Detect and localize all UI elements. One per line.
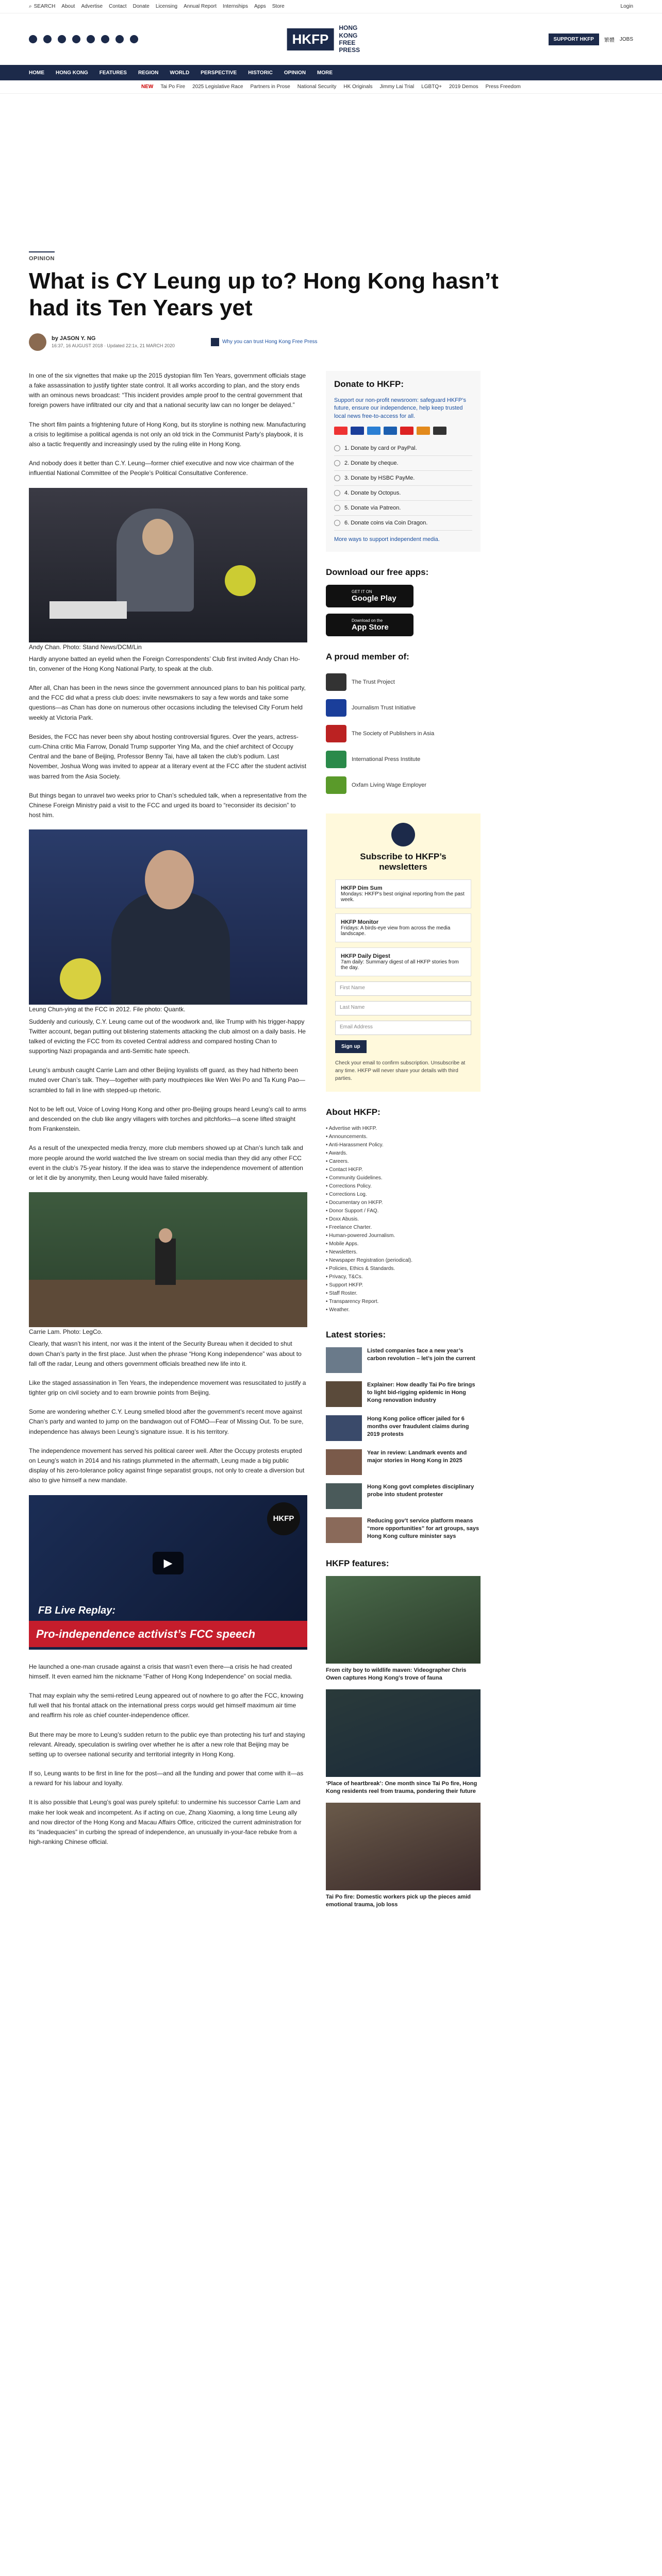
oxfam-icon — [326, 776, 346, 794]
donate-title: Donate to HKFP: — [334, 379, 404, 389]
site-header — [0, 13, 662, 65]
nav-perspective[interactable]: PERSPECTIVE — [201, 70, 237, 76]
topbar-link-annual-report[interactable]: Annual Report — [184, 4, 217, 9]
member-title: A proud member of: — [326, 652, 409, 662]
google-play-button[interactable]: GET IT ON Google Play — [326, 585, 413, 607]
trust-icon — [211, 338, 219, 346]
story-thumbnail — [326, 1483, 362, 1509]
amex-icon — [367, 427, 380, 435]
nav-features[interactable]: FEATURES — [99, 70, 127, 76]
about-link[interactable]: • Donor Support / FAQ. — [326, 1207, 481, 1215]
photo-caption: Andy Chan. Photo: Stand News/DCM/Lin — [29, 643, 142, 651]
article-body — [29, 371, 307, 1916]
radio-icon — [334, 520, 340, 526]
play-icon[interactable]: ▶ — [153, 1552, 184, 1574]
nav-world[interactable]: WORLD — [170, 70, 190, 76]
ticker-label: NEW — [141, 84, 154, 90]
first-name-field[interactable]: First Name — [335, 981, 471, 996]
member-logo[interactable]: Journalism Trust Initiative — [326, 695, 481, 721]
about-link[interactable]: • Privacy, T&Cs. — [326, 1273, 481, 1281]
about-link[interactable]: • Doxx Abusis. — [326, 1215, 481, 1224]
about-link[interactable]: • Newsletters. — [326, 1248, 481, 1257]
about-link[interactable]: • Policies, Ethics & Standards. — [326, 1265, 481, 1273]
category-label[interactable]: OPINION — [29, 251, 55, 262]
ticker-item[interactable]: HK Originals — [343, 84, 373, 90]
about-title: About HKFP: — [326, 1107, 380, 1117]
feature-item[interactable]: From city boy to wildlife maven: Videographer Chris Owen captures Hong Kong’s trove of fauna — [326, 1576, 481, 1682]
paragraph: The independence movement has served his political career well. After the Occupy protests erupted on Leung’s watch in 2014 and his ratings plummeted in the aftermath, Leung made a big public display of his zero-tolerance policy against fringe separatist groups, not only to create a diversion but also to give himself a new mandate. — [29, 1447, 305, 1484]
story-thumbnail — [326, 1517, 362, 1543]
patreon-icon — [433, 427, 446, 435]
main-nav — [0, 65, 662, 80]
newsletter-title: Subscribe to HKFP’s newsletters — [360, 852, 446, 872]
about-list — [326, 1125, 481, 1314]
photo-cy-leung — [29, 829, 307, 1005]
radio-icon — [334, 490, 340, 496]
paragraph: He launched a one-man crusade against a crisis that wasn’t even there—a crisis he had created himself. It even earned him the nickname “Father of Hong Kong Independence” on social media. — [29, 1663, 292, 1680]
about-link[interactable]: • Announcements. — [326, 1133, 481, 1141]
photo-caption: Leung Chun-ying at the FCC in 2012. File photo: Quantk. — [29, 1006, 186, 1013]
about-link[interactable]: • Careers. — [326, 1158, 481, 1166]
story-thumbnail — [326, 1449, 362, 1475]
nav-historic[interactable]: HISTORIC — [248, 70, 273, 76]
paragraph: Clearly, that wasn’t his intent, nor was it the intent of the Security Bureau when it decided to shut down Chan’s party in the first place. Just when the phrase “Hong Kong independence” was about to fall off the radar, Leung and others government officials breathed new life into it. — [29, 1340, 302, 1367]
email-field[interactable]: Email Address — [335, 1021, 471, 1035]
member-logo[interactable]: The Trust Project — [326, 669, 481, 695]
about-link[interactable]: • Newspaper Registration (periodical). — [326, 1257, 481, 1265]
donate-option[interactable]: 2. Donate by cheque. — [334, 456, 472, 471]
ticker-item[interactable]: Jimmy Lai Trial — [379, 84, 415, 90]
jobs-link[interactable]: JOBS — [619, 36, 633, 42]
paypal-icon — [384, 427, 397, 435]
paragraph: As a result of the unexpected media frenzy, more club members showed up at Chan’s lunch talk and more people around the world watched the live stream on social media than they did any other FCC event in the club’s 75-year history. If the idea was to starve the independence movement of attention or let it die by anonymity, then Leung would have failed miserably. — [29, 1144, 303, 1181]
topbar-link-apps[interactable]: Apps — [254, 4, 266, 9]
paragraph: Suddenly and curiously, C.Y. Leung came out of the woodwork and, like Trump with his trigger-happy Twitter account, began putting out blistering statements attacking the club almost on a daily basis. He talked of evicting the FCC from its coveted Central address and compared hosting Chan to supporting Nazi propaganda and anti-Semitic hate speech. — [29, 1018, 306, 1055]
trust-link[interactable]: Why you can trust Hong Kong Free Press — [211, 338, 318, 346]
about-link[interactable]: • Staff Roster. — [326, 1290, 481, 1298]
nav-region[interactable]: REGION — [138, 70, 159, 76]
paragraph: Not to be left out, Voice of Loving Hong Kong and other pro-Beijing groups heard Leung’s call to arms and descended on the club like angry villagers with torches and pitchforks—a scene lifted straight from Frankenstein. — [29, 1105, 307, 1133]
paragraph: Some are wondering whether C.Y. Leung smelled blood after the government’s recent move against Chan’s party and wanted to jump on the bandwagon out of FOMO—Fear of Missing Out. To be sure, independence has always been Leung’s signature issue. It is his territory. — [29, 1408, 304, 1435]
newsletter-option[interactable]: HKFP Monitor Fridays: A birds-eye view from across the media landscape. — [335, 913, 471, 942]
ticker-item[interactable]: LGBTQ+ — [421, 84, 442, 90]
topbar-link-about[interactable]: About — [61, 4, 75, 9]
topbar-link-store[interactable]: Store — [272, 4, 285, 9]
story-thumbnail — [326, 1347, 362, 1373]
topbar-link-advertise[interactable]: Advertise — [81, 4, 103, 9]
feature-item[interactable]: Tai Po fire: Domestic workers pick up the pieces amid emotional trauma, job loss — [326, 1803, 481, 1909]
feature-photo — [326, 1689, 481, 1777]
linkedin-icon[interactable] — [101, 35, 109, 43]
about-link[interactable]: • Anti-Harassment Policy. — [326, 1141, 481, 1149]
youtube-icon[interactable] — [72, 35, 80, 43]
about-link[interactable]: • Advertise with HKFP. — [326, 1125, 481, 1133]
about-link[interactable]: • Weather. — [326, 1306, 481, 1314]
top-bar — [0, 0, 662, 13]
donate-option[interactable]: 5. Donate via Patreon. — [334, 501, 472, 516]
latest-title: Latest stories: — [326, 1330, 386, 1340]
paragraph: In one of the six vignettes that make up the 2015 dystopian film Ten Years, government officials stage a fake assassination to justify tighter state control. It all works according to plan, and the story ends with an ominous news broadcast: “This incident provides ample proof to the central government that foreign powers have infiltrated our city and that a national security law can no longer be delayed.” — [29, 371, 306, 409]
story-item[interactable]: Explainer: How deadly Tai Po fire brings to light bid-rigging epidemic in Hong Kong renovation industry — [326, 1381, 481, 1407]
language-switch[interactable]: 繁體 — [604, 37, 615, 43]
radio-icon — [334, 505, 340, 511]
article-title: What is CY Leung up to? Hong Kong hasn’t had its Ten Years yet — [29, 268, 499, 320]
radio-icon — [334, 460, 340, 466]
about-link[interactable]: • Corrections Log. — [326, 1191, 481, 1199]
newsletter-box — [326, 814, 481, 1092]
story-item[interactable]: Year in review: Landmark events and major stories in Hong Kong in 2025 — [326, 1449, 481, 1475]
donate-option[interactable]: 1. Donate by card or PayPal. — [334, 441, 472, 456]
topbar-link-licensing[interactable]: Licensing — [155, 4, 178, 9]
nav-home[interactable]: HOME — [29, 70, 44, 76]
about-link[interactable]: • Human-powered Journalism. — [326, 1232, 481, 1240]
mastercard-icon — [334, 427, 347, 435]
apps-title: Download our free apps: — [326, 567, 429, 578]
topbar-link-donate[interactable]: Donate — [133, 4, 150, 9]
search-link[interactable]: ⌕ SEARCH — [29, 4, 56, 9]
last-name-field[interactable]: Last Name — [335, 1001, 471, 1015]
nav-opinion[interactable]: OPINION — [284, 70, 306, 76]
photo-caption: Carrie Lam. Photo: LegCo. — [29, 1328, 103, 1336]
visa-icon — [351, 427, 364, 435]
instagram-icon[interactable] — [58, 35, 66, 43]
payme-icon — [400, 427, 413, 435]
facebook-icon[interactable] — [29, 35, 37, 43]
octopus-icon — [417, 427, 430, 435]
newsletter-option[interactable]: HKFP Dim Sum Mondays: HKFP's best original reporting from the past week. — [335, 879, 471, 908]
about-link[interactable]: • Documentary on HKFP. — [326, 1199, 481, 1207]
topic-ticker — [0, 80, 662, 94]
about-link[interactable]: • Mobile Apps. — [326, 1240, 481, 1248]
donate-option[interactable]: 3. Donate by HSBC PayMe. — [334, 471, 472, 486]
hkfp-badge: HKFP — [267, 1502, 300, 1535]
byline — [29, 332, 633, 352]
feature-photo — [326, 1803, 481, 1890]
site-logo[interactable]: HKFP HONG KONG FREE PRESS — [287, 24, 375, 54]
ticker-item[interactable]: 2019 Demos — [449, 84, 478, 90]
ipi-icon — [326, 751, 346, 768]
about-link[interactable]: • Community Guidelines. — [326, 1174, 481, 1182]
nav-hong-kong[interactable]: HONG KONG — [56, 70, 88, 76]
ticker-item[interactable]: National Security — [297, 84, 337, 90]
author-name[interactable]: by JASON Y. NG — [52, 335, 96, 342]
jti-icon — [326, 699, 346, 717]
about-link[interactable]: • Transparency Report. — [326, 1298, 481, 1306]
publish-date: 16:37, 16 AUGUST 2018 · Updated 22:1x, 21 MARCH 2020 — [52, 343, 175, 349]
story-item[interactable]: Hong Kong police officer jailed for 6 months over fraudulent claims during 2019 protests — [326, 1415, 481, 1441]
nav-more[interactable]: MORE — [317, 70, 333, 76]
sidebar — [326, 371, 481, 1916]
story-thumbnail — [326, 1381, 362, 1407]
ticker-item[interactable]: Partners in Prose — [250, 84, 290, 90]
about-link[interactable]: • Corrections Policy. — [326, 1182, 481, 1191]
trust-project-icon — [326, 673, 346, 691]
story-item[interactable]: Listed companies face a new year’s carbon revolution – let’s join the current — [326, 1347, 481, 1373]
search-icon: ⌕ — [29, 4, 32, 9]
story-thumbnail — [326, 1415, 362, 1441]
paragraph: If so, Leung wants to be first in line for the post—and all the funding and power that come with it—as a reward for his labour and loyalty. — [29, 1770, 304, 1787]
donate-more-link[interactable]: More ways to support independent media. — [334, 536, 440, 543]
feature-photo — [326, 1576, 481, 1664]
photo-carrie-lam — [29, 1192, 307, 1327]
donate-option[interactable]: 6. Donate coins via Coin Dragon. — [334, 516, 472, 531]
donate-option[interactable]: 4. Donate by Octopus. — [334, 486, 472, 501]
radio-icon — [334, 475, 340, 481]
story-item[interactable]: Hong Kong govt completes disciplinary probe into student protester — [326, 1483, 481, 1509]
mastodon-icon[interactable] — [130, 35, 138, 43]
photo-andy-chan — [29, 488, 307, 642]
newsletter-option[interactable]: HKFP Daily Digest 7am daily: Summary digest of all HKFP stories from the day. — [335, 947, 471, 976]
threads-icon[interactable] — [115, 35, 124, 43]
member-logo[interactable]: International Press Institute — [326, 747, 481, 772]
sopa-icon — [326, 725, 346, 742]
ticker-item[interactable]: Press Freedom — [485, 84, 521, 90]
ticker-item[interactable]: Tai Po Fire — [160, 84, 186, 90]
app-store-button[interactable]: Download on the App Store — [326, 614, 413, 636]
paragraph: The short film paints a frightening future of Hong Kong, but its storyline is nothing new. Manufacturing a crisis to legitimise a political agenda is not only an old trick in the Communist Party’s playbook, it is also a tactic frequently and increasingly used by the ruling elite in Hong Kong. — [29, 420, 306, 448]
about-link[interactable]: • Contact HKFP. — [326, 1166, 481, 1174]
social-links — [29, 35, 138, 43]
signup-button[interactable]: Sign up — [335, 1040, 367, 1053]
topbar-link-contact[interactable]: Contact — [109, 4, 127, 9]
hkfp-icon — [391, 823, 415, 846]
video-subtitle: Pro-independence activist’s FCC speech — [29, 1621, 307, 1647]
about-link[interactable]: • Awards. — [326, 1149, 481, 1158]
paragraph: But things began to unravel two weeks prior to Chan’s scheduled talk, when a representative from the Chinese Foreign Ministry paid a visit to the FCC and urged its board to “reconsider its decision” to host him. — [29, 791, 307, 819]
topbar-link-internships[interactable]: Internships — [223, 4, 248, 9]
login-link[interactable]: Login — [620, 4, 633, 9]
about-link[interactable]: • Support HKFP. — [326, 1281, 481, 1290]
paragraph: That may explain why the semi-retired Leung appeared out of nowhere to go after the FCC, knowing full well that his frontal attack on the international press corps would get himself maximum air time and reaffirm his role as chief counter-independence officer. — [29, 1691, 304, 1719]
story-item[interactable]: Reducing gov’t service platform means “more opportunities” for art groups, says Hong Kong culture minister says — [326, 1517, 481, 1543]
member-logo[interactable]: The Society of Publishers in Asia — [326, 721, 481, 747]
donate-box — [326, 371, 481, 552]
payment-cards — [334, 427, 472, 435]
donate-text[interactable]: Support our non-profit newsroom: safeguard HKFP’s future, ensure our independence, help keep trusted local news free-to-access for all. — [334, 397, 466, 419]
paragraph: And nobody does it better than C.Y. Leung—former chief executive and now vice chairman of the influential National Committee of the People’s Political Consultative Conference. — [29, 460, 294, 477]
about-link[interactable]: • Freelance Charter. — [326, 1224, 481, 1232]
twitter-icon[interactable] — [43, 35, 52, 43]
telegram-icon[interactable] — [87, 35, 95, 43]
features-title: HKFP features: — [326, 1558, 389, 1569]
paragraph: Hardly anyone batted an eyelid when the Foreign Correspondents’ Club first invited Andy Chan Ho-tin, convener of the Hong Kong National Party, to speak at the club. — [29, 655, 300, 672]
paragraph: After all, Chan has been in the news since the government announced plans to ban his political party, and the FCC did what a press club does: invite newsmakers to say a few words and take some questions—as Chan has done on numerous other occasions including the televised City Forum held weekly at Victoria Park. — [29, 684, 306, 721]
support-button[interactable]: SUPPORT HKFP — [549, 33, 599, 45]
paragraph: Like the staged assassination in Ten Years, the independence movement was resuscitated to justify a tighter grip on civil society and to earn brownie points from Beijing. — [29, 1379, 306, 1397]
newsletter-note: Check your email to confirm subscription. Unsubscribe at any time. HKFP will never share your details with third parties. — [335, 1060, 466, 1082]
member-logo[interactable]: Oxfam Living Wage Employer — [326, 772, 481, 798]
paragraph: Leung’s ambush caught Carrie Lam and other Beijing loyalists off guard, as they had hitherto been muted over Chan’s talk. They—together with party mouthpieces like Wen Wei Po and Ta Kung Pao—scrambled to fall in line with stepped-up rhetoric. — [29, 1066, 305, 1094]
paragraph: But there may be more to Leung’s sudden return to the public eye than protecting his turf and staying relevant. Already, speculation is swirling over whether he is after a new role that Beijing may be setting up to oversee national security and territorial integrity in Hong Kong. — [29, 1731, 305, 1758]
paragraph: It is also possible that Leung’s goal was purely spiteful: to undermine his successor Carrie Lam and make her look weak and incompetent. As if acting on cue, Zhang Xiaoming, a long time Leung ally and now director of the Hong Kong and Macau Affairs Office, criticized the current administration for its “inadequacies” in curbing the spread of independence, an unusually in-your-face rebuke from a high-ranking Chinese official. — [29, 1799, 302, 1846]
paragraph: Besides, the FCC has never been shy about hosting controversial figures. Over the years, actress-cum-China critic Mia Farrow, Donald Trump supporter Ying Ma, and the chief architect of Occupy Central and the bane of Beijing, Professor Benny Tai, have all taken the club’s podium. Last November, Joshua Wong was invited to appear at a literary event at the FCC after the student activist was barred from the Asia Society. — [29, 733, 307, 780]
radio-icon — [334, 445, 340, 451]
author-avatar — [29, 333, 46, 351]
video-title: FB Live Replay: — [38, 1604, 116, 1616]
video-embed[interactable] — [29, 1495, 307, 1650]
feature-item[interactable]: ‘Place of heartbreak’: One month since Tai Po fire, Hong Kong residents reel from trauma, pondering their future — [326, 1689, 481, 1795]
ticker-item[interactable]: 2025 Legislative Race — [192, 84, 243, 90]
